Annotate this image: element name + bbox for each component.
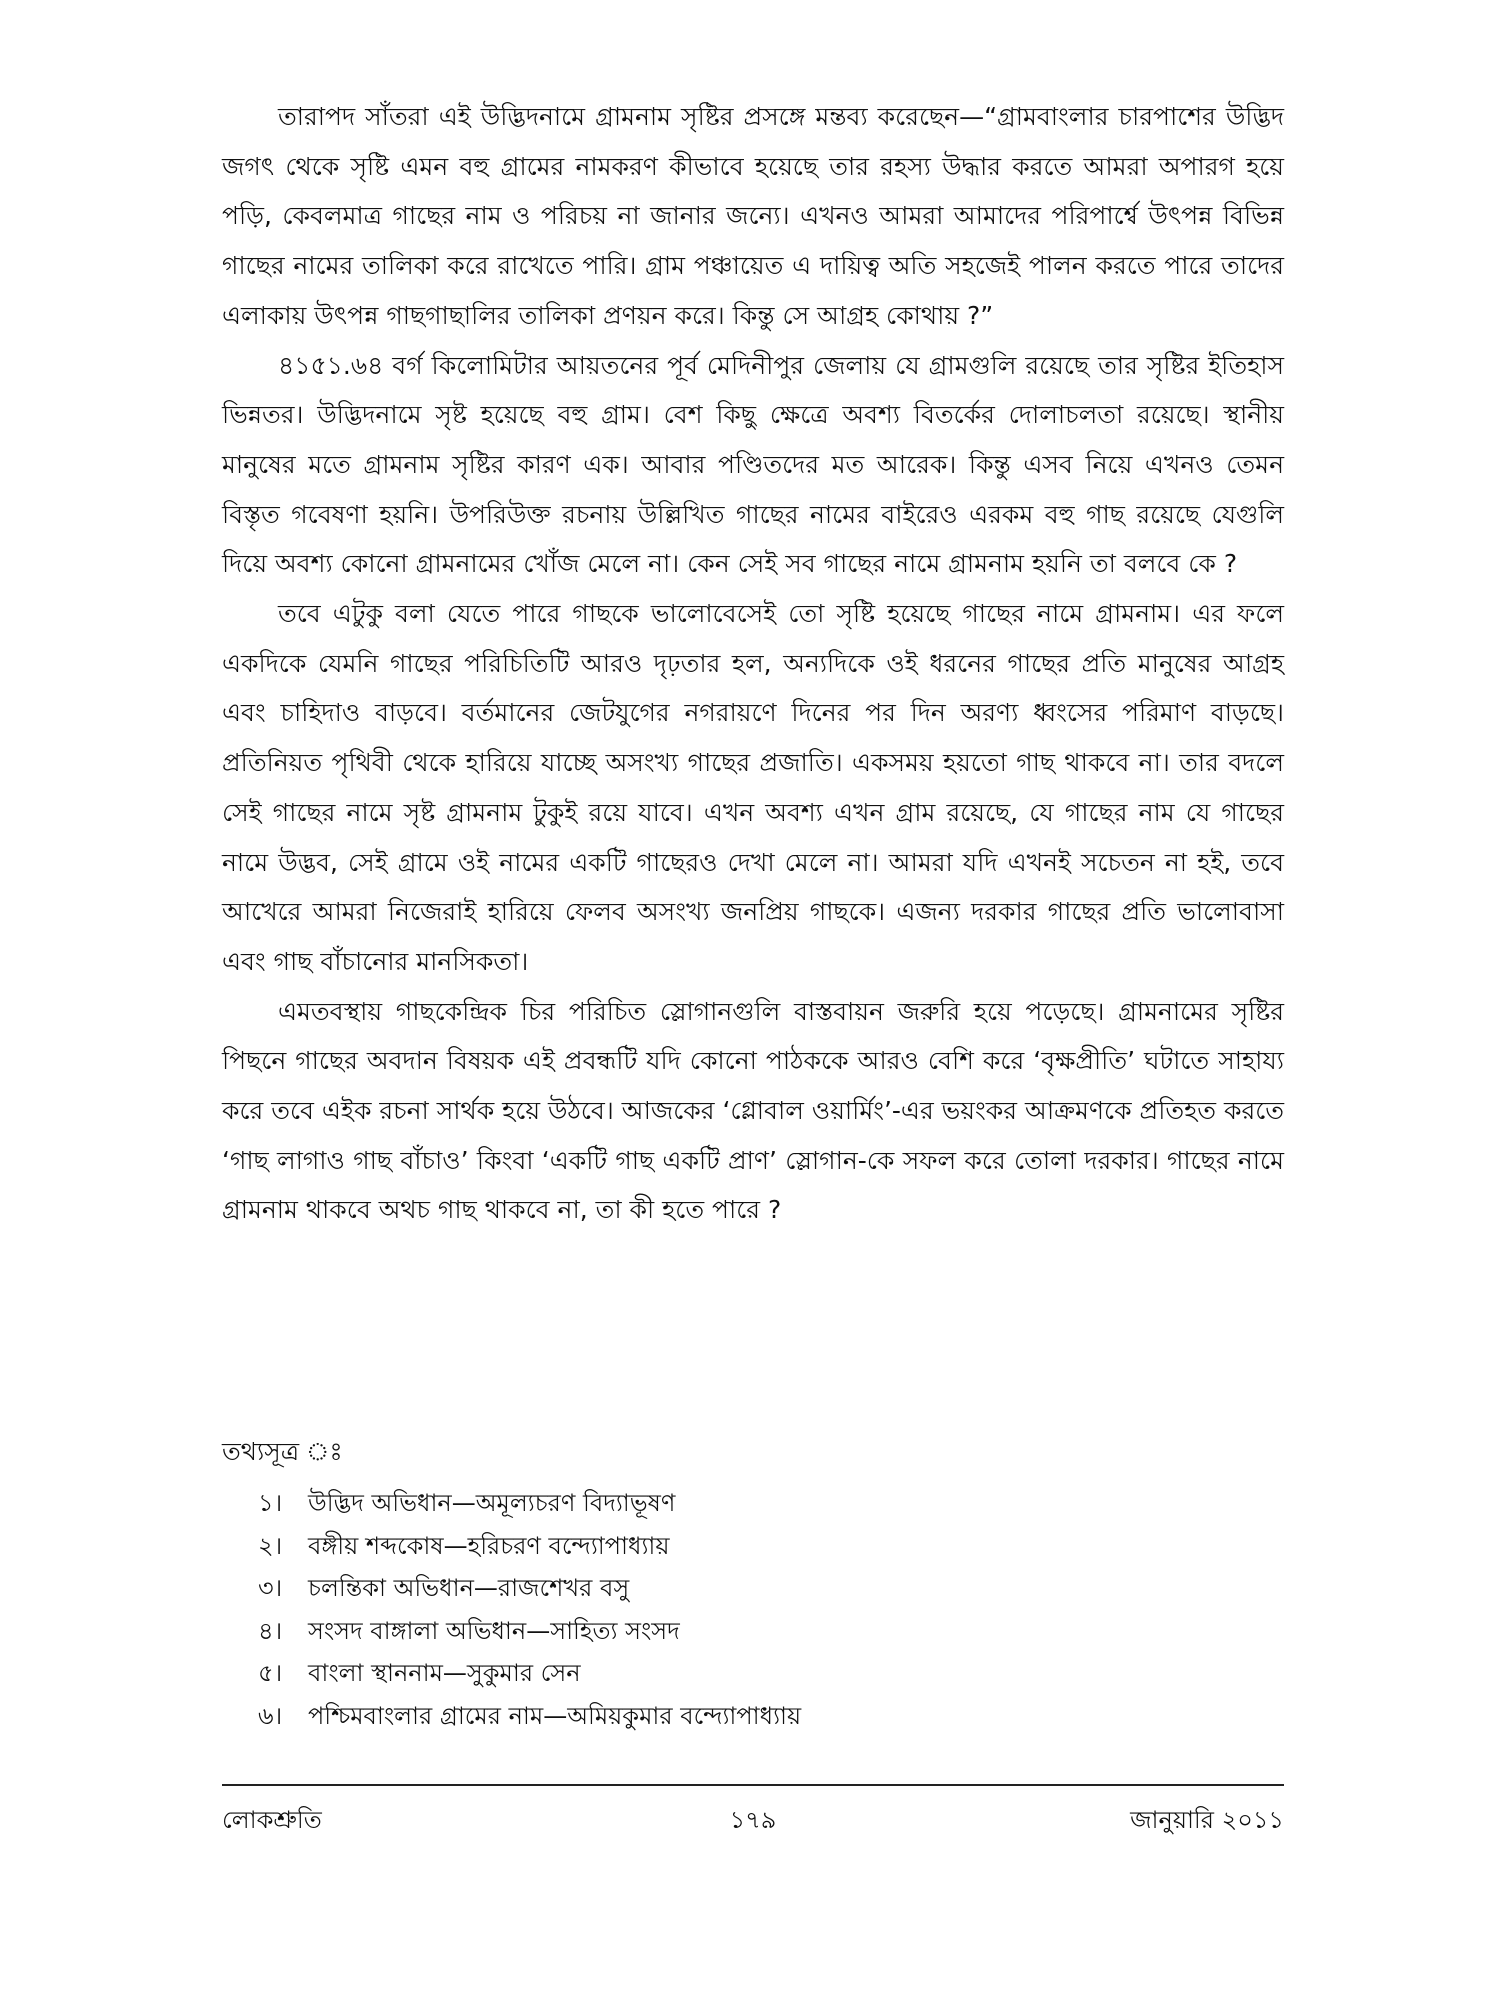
reference-number: ৬। — [258, 1701, 283, 1730]
reference-item — [258, 1652, 1258, 1695]
reference-item — [258, 1610, 1258, 1653]
footer-divider — [222, 1784, 1284, 1786]
page-number: ১৭৯ — [729, 1806, 777, 1834]
references-list — [258, 1482, 1258, 1737]
paragraph-1: তারাপদ সাঁতরা এই উদ্ভিদনামে গ্রামনাম সৃষ্টির প্রসঙ্গে মন্তব্য করেছেন—“গ্রামবাংলার চারপাশের উদ্ভিদ জগৎ থেকে সৃষ্টি এমন বহু গ্রামের নামকরণ কীভাবে হয়েছে তার রহস্য উদ্ধার করতে আমরা অপারগ হয়ে পড়ি, কেবলমাত্র গাছের নাম ও পরিচয় না জানার জন্যে। এখনও আমরা আমাদের পরিপার্শ্বে উৎপন্ন বিভিন্ন গাছের নামের তালিকা করে রাখেতে পারি। গ্রাম পঞ্চায়েত এ দায়িত্ব অতি সহজেই পালন করতে পারে তাদের এলাকায় উৎপন্ন গাছগাছালির তালিকা প্রণয়ন করে। কিন্তু সে আগ্রহ কোথায় ?” — [222, 102, 1284, 330]
references-heading: তথ্যসূত্র ঃ — [222, 1437, 343, 1466]
issue-date: জানুয়ারি ২০১১ — [1130, 1806, 1284, 1834]
paragraph-3: তবে এটুকু বলা যেতে পারে গাছকে ভালোবেসেই তো সৃষ্টি হয়েছে গাছের নামে গ্রামনাম। এর ফলে একদিকে যেমনি গাছের পরিচিতিটি আরও দৃঢ়তার হল, অন্যদিকে ওই ধরনের গাছের প্রতি মানুষের আগ্রহ এবং চাহিদাও বাড়বে। বর্তমানের জেটযুগের নগরায়ণে দিনের পর দিন অরণ্য ধ্বংসের পরিমাণ বাড়ছে। প্রতিনিয়ত পৃথিবী থেকে হারিয়ে যাচ্ছে অসংখ্য গাছের প্রজাতি। একসময় হয়তো গাছ থাকবে না। তার বদলে সেই গাছের নামে সৃষ্ট গ্রামনাম টুকুই রয়ে যাবে। এখন অবশ্য এখন গ্রাম রয়েছে, যে গাছের নাম যে গাছের নামে উদ্ভব, সেই গ্রামে ওই নামের একটি গাছেরও দেখা মেলে না। আমরা যদি এখনই সচেতন না হই, তবে আখেরে আমরা নিজেরাই হারিয়ে ফেলব অসংখ্য জনপ্রিয় গাছকে। এজন্য দরকার গাছের প্রতি ভালোবাসা এবং গাছ বাঁচানোর মানসিকতা। — [222, 599, 1284, 976]
reference-item — [258, 1525, 1258, 1568]
journal-name: লোকশ্রুতি — [222, 1806, 322, 1834]
reference-text: উদ্ভিদ অভিধান—অমূল্যচরণ বিদ্যাভূষণ — [308, 1489, 676, 1517]
reference-number: ২। — [258, 1531, 283, 1560]
reference-text: বাংলা স্থাননাম—সুকুমার সেন — [308, 1659, 581, 1687]
reference-item — [258, 1482, 1258, 1525]
article-body — [222, 92, 1284, 1235]
paragraph-2: ৪১৫১.৬৪ বর্গ কিলোমিটার আয়তনের পূর্ব মেদিনীপুর জেলায় যে গ্রামগুলি রয়েছে তার সৃষ্টির ইতিহাস ভিন্নতর। উদ্ভিদনামে সৃষ্ট হয়েছে বহু গ্রাম। বেশ কিছু ক্ষেত্রে অবশ্য বিতর্কের দোলাচলতা রয়েছে। স্থানীয় মানুষের মতে গ্রামনাম সৃষ্টির কারণ এক। আবার পণ্ডিতদের মত আরেক। কিন্তু এসব নিয়ে এখনও তেমন বিস্তৃত গবেষণা হয়নি। উপরিউক্ত রচনায় উল্লিখিত গাছের নামের বাইরেও এরকম বহু গাছ রয়েছে যেগুলি দিয়ে অবশ্য কোনো গ্রামনামের খোঁজ মেলে না। কেন সেই সব গাছের নামে গ্রামনাম হয়নি তা বলবে কে ? — [222, 350, 1284, 579]
reference-number: ৫। — [258, 1659, 283, 1687]
reference-number: ১। — [258, 1489, 283, 1517]
reference-text: পশ্চিমবাংলার গ্রামের নাম—অমিয়কুমার বন্দ্যোপাধ্যায় — [308, 1701, 802, 1730]
reference-number: ৩। — [258, 1574, 283, 1602]
reference-number: ৪। — [258, 1616, 283, 1645]
reference-text: সংসদ বাঙ্গালা অভিধান—সাহিত্য সংসদ — [308, 1616, 680, 1645]
reference-text: চলন্তিকা অভিধান—রাজশেখর বসু — [308, 1574, 630, 1602]
reference-item — [258, 1695, 1258, 1738]
page-footer — [222, 1800, 1284, 1840]
reference-item — [258, 1567, 1258, 1610]
reference-text: বঙ্গীয় শব্দকোষ—হরিচরণ বন্দ্যোপাধ্যায় — [308, 1531, 670, 1560]
paragraph-4: এমতবস্থায় গাছকেন্দ্রিক চির পরিচিত স্লোগানগুলি বাস্তবায়ন জরুরি হয়ে পড়েছে। গ্রামনামের সৃষ্টির পিছনে গাছের অবদান বিষয়ক এই প্রবন্ধটি যদি কোনো পাঠককে আরও বেশি করে ‘বৃক্ষপ্রীতি’ ঘটাতে সাহায্য করে তবে এইক রচনা সার্থক হয়ে উঠবে। আজকের ‘গ্লোবাল ওয়ার্মিং’-এর ভয়ংকর আক্রমণকে প্রতিহত করতে ‘গাছ লাগাও গাছ বাঁচাও’ কিংবা ‘একটি গাছ একটি প্রাণ’ স্লোগান-কে সফল করে তোলা দরকার। গাছের নামে গ্রামনাম থাকবে অথচ গাছ থাকবে না, তা কী হতে পারে ? — [222, 996, 1284, 1225]
